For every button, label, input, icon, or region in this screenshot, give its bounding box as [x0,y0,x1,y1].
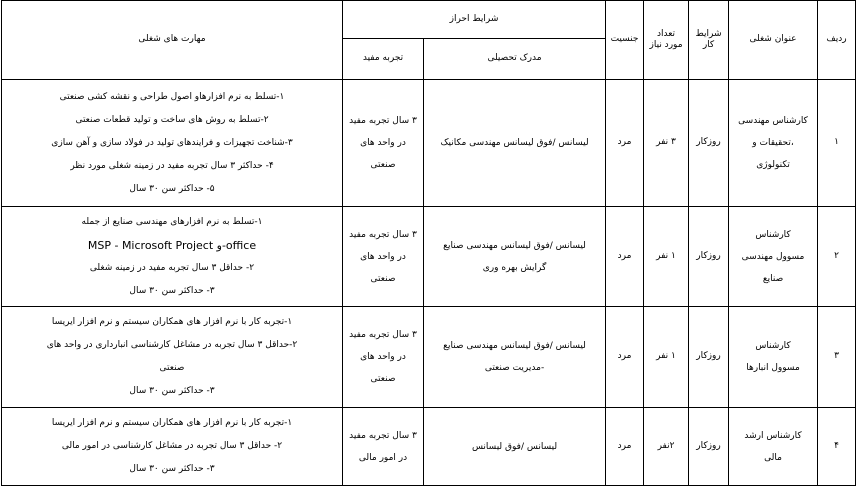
job-title-line: کارشناس ارشد [744,430,802,441]
experience-cell [343,207,424,307]
degree-line: لیسانس /فوق لیسانس مهندسی مکانیک [440,138,589,148]
header-work-condition: شرایط کار [689,1,729,80]
skill-line: صنعتی [159,363,185,373]
table-row [2,408,856,486]
job-title-line: صنایع [762,273,784,284]
skill-line: ۲- حداقل ۳ سال تجربه در مشاغل کارشناسی در امور مالی [61,441,283,451]
experience-line: ۳ سال تجربه مفید [349,330,417,340]
count-cell: ۱ نفر [644,307,689,408]
skill-line: ۱-تجربه کار با نرم افزار های همکاران سیستم و نرم افزار ایریسا [51,418,293,428]
experience-line: در واحد های [360,251,406,262]
skill-line: ۲-حداقل ۳ سال تجربه در مشاغل کارشناسی انبارداری در واحد های [46,340,298,350]
gender-cell: مرد [606,408,644,486]
count-cell: ۲نفر [644,408,689,486]
experience-line: ۳ سال تجربه مفید [349,116,417,126]
skills-cell [2,307,343,408]
gender-cell: مرد [606,207,644,307]
degree-line: لیسانس /فوق لیسانس مهندسی صنایع [443,341,586,351]
header-skills: مهارت های شغلی [2,1,343,80]
work-condition-cell: روزکار [689,207,729,307]
header-job-title: عنوان شغلی [729,1,818,80]
table-row [2,207,856,307]
experience-line: در امور مالی [358,452,408,463]
skill-line: ۳-شناخت تجهیزات و فرایندهای تولید در فولاد سازی و آهن سازی [51,137,293,148]
row-number: ۲ [818,207,856,307]
header-count-needed: تعداد مورد نیاز [644,1,689,80]
job-title-line: کارشناس [755,229,791,240]
work-condition-cell: روزکار [689,408,729,486]
job-title-line: ،تحقیقات و [752,138,794,148]
gender-cell: مرد [606,307,644,408]
degree-line: لیسانس /فوق لیسانس مهندسی صنایع [443,240,586,251]
experience-line: صنعتی [370,160,396,170]
row-number: ۳ [818,307,856,408]
skill-line: ۱-تسلط به نرم افزارهای مهندسی صنایع از جمله [81,216,263,227]
row-number: ۱ [818,80,856,207]
header-row-no: ردیف [818,1,856,80]
header-qualifications: شرایط احراز [343,1,606,39]
table-row [2,307,856,408]
job-title-cell [729,207,818,307]
header-experience: تجربه مفید [343,39,424,80]
count-cell: ۳ نفر [644,80,689,207]
degree-line: لیسانس /فوق لیسانس [471,441,558,452]
skill-line: ۴- حداکثر ۳ سال تجربه مفید در زمینه شغلی مورد نظر [70,160,274,171]
degree-cell [424,408,606,486]
skill-line: ۵- حداکثر سن ۳۰ سال [129,183,215,194]
experience-line: در واحد های [360,138,406,148]
count-cell: ۱ نفر [644,207,689,307]
experience-cell [343,80,424,207]
job-title-cell [729,408,818,486]
table-row [2,80,856,207]
skill-line: ۲-تسلط به روش های ساخت و تولید قطعات صنعتی [75,114,269,125]
degree-cell [424,80,606,207]
skills-cell [2,207,343,307]
skill-line: office-و MSP - Microsoft Project [87,238,257,252]
header-row [2,1,856,39]
job-title-line: تکنولوژی [756,160,790,170]
skill-line: ۳- حداکثر سن ۳۰ سال [129,285,215,296]
job-title-line: مسوول مهندسی [741,251,805,262]
skill-line: ۱-تجربه کار با نرم افزار های همکاران سیستم و نرم افزار ایریسا [51,317,293,327]
gender-cell: مرد [606,80,644,207]
skill-line: ۳- حداکثر سن ۳۰ سال [129,464,215,474]
degree-line: گرایش بهره وری [482,262,547,273]
header-degree: مدرک تحصیلی [424,39,606,80]
degree-cell [424,207,606,307]
job-openings-table [1,0,856,486]
skill-line: ۲- حداقل ۳ سال تجربه مفید در زمینه شغلی [89,262,255,273]
job-title-line: کارشناس [755,341,791,351]
experience-line: صنعتی [370,273,396,284]
degree-line: -مدیریت صنعتی [484,363,545,373]
skills-cell [2,408,343,486]
job-title-cell [729,80,818,207]
experience-cell [343,408,424,486]
experience-line: ۳ سال تجربه مفید [349,430,417,441]
skills-cell [2,80,343,207]
experience-cell [343,307,424,408]
skill-line: ۳- حداکثر سن ۳۰ سال [129,386,215,396]
job-title-cell [729,307,818,408]
degree-cell [424,307,606,408]
job-title-line: مالی [764,452,782,463]
job-title-line: کارشناس مهندسی [738,116,808,126]
row-number: ۴ [818,408,856,486]
work-condition-cell: روزکار [689,307,729,408]
job-title-line: مسوول انبارها [746,363,800,373]
experience-line: ۳ سال تجربه مفید [349,229,417,240]
skill-line: ۱-تسلط به نرم افزارهاو اصول طراحی و نقشه کشی صنعتی [59,91,285,102]
experience-line: در واحد های [360,352,406,362]
work-condition-cell: روزکار [689,80,729,207]
experience-line: صنعتی [370,374,396,384]
header-gender: جنسیت [606,1,644,80]
